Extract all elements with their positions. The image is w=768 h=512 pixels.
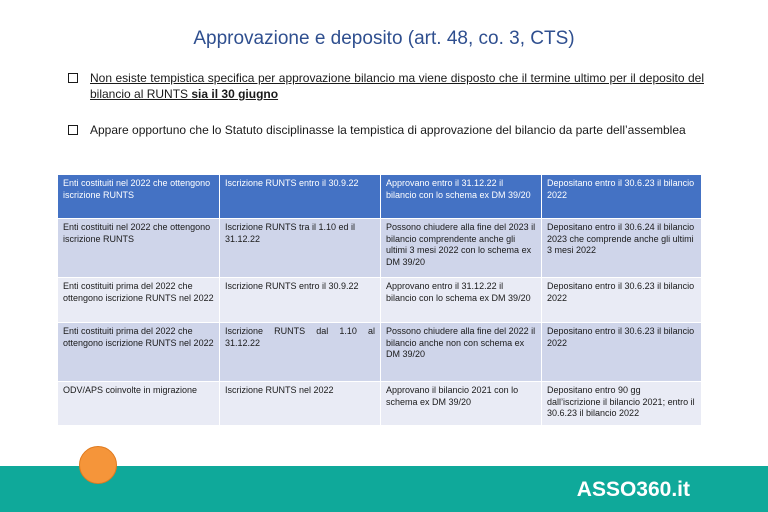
table-cell: Enti costituiti prima del 2022 che ottengono iscrizione RUNTS nel 2022 [58,323,220,382]
table-cell: Enti costituiti prima del 2022 che ottengono iscrizione RUNTS nel 2022 [58,278,220,323]
table-cell: Depositano entro il 30.6.23 il bilancio 2022 [542,323,702,382]
table-cell: Approvano entro il 31.12.22 il bilancio con lo schema ex DM 39/20 [381,175,542,219]
bullet-text [90,70,704,102]
table-cell: Depositano entro il 30.6.24 il bilancio 2023 che comprende anche gli ultimi 3 mesi 2022 [542,219,702,278]
table-cell: Iscrizione RUNTS nel 2022 [220,382,381,426]
table-row [58,382,702,426]
deadlines-table [57,174,702,426]
table-row [58,175,702,219]
table-cell: Iscrizione RUNTS entro il 30.9.22 [220,278,381,323]
brand-logo-text: ASSO360.it [576,478,690,501]
slide-title: Approvazione e deposito (art. 48, co. 3, CTS) [193,28,575,49]
table-cell: Approvano entro il 31.12.22 il bilancio con lo schema ex DM 39/20 [381,278,542,323]
bullet-text: Appare opportuno che lo Statuto disciplinasse la tempistica di approvazione del bilancio da parte dell’assemblea [90,123,686,137]
table-cell: Iscrizione RUNTS tra il 1.10 ed il 31.12.22 [220,219,381,278]
table-cell: ODV/APS coinvolte in migrazione [58,382,220,426]
checkbox-bullet-icon [68,125,78,135]
table-cell: Enti costituiti nel 2022 che ottengono iscrizione RUNTS [58,219,220,278]
table-row [58,219,702,278]
table-row [58,323,702,382]
table-cell: Iscrizione RUNTS dal 1.10 al 31.12.22 [220,323,381,382]
table-cell: Enti costituiti nel 2022 che ottengono iscrizione RUNTS [58,175,220,219]
table-row [58,278,702,323]
bullet-deposit-deadline [64,70,704,102]
checkbox-bullet-icon [68,73,78,83]
table-cell: Depositano entro 90 gg dall’iscrizione il bilancio 2021; entro il 30.6.23 il bilancio 2022 [542,382,702,426]
table-cell: Possono chiudere alla fine del 2023 il bilancio comprendente anche gli ultimi 3 mesi 2022 con lo schema ex DM 39/20 [381,219,542,278]
table-cell: Depositano entro il 30.6.23 il bilancio 2022 [542,278,702,323]
table-cell: Possono chiudere alla fine del 2022 il bilancio anche non con schema ex DM 39/20 [381,323,542,382]
bullet-text-main: Non esiste tempistica specifica per approvazione bilancio ma viene disposto che il termine ultimo per il deposito del bilancio al RUNTS [90,71,704,101]
table-cell: Iscrizione RUNTS entro il 30.9.22 [220,175,381,219]
bullet-text-bold: sia il 30 giugno [191,87,279,101]
bullet-statute [64,122,704,138]
table-cell: Depositano entro il 30.6.23 il bilancio 2022 [542,175,702,219]
orange-circle-decoration [79,446,117,484]
table-cell: Approvano il bilancio 2021 con lo schema ex DM 39/20 [381,382,542,426]
